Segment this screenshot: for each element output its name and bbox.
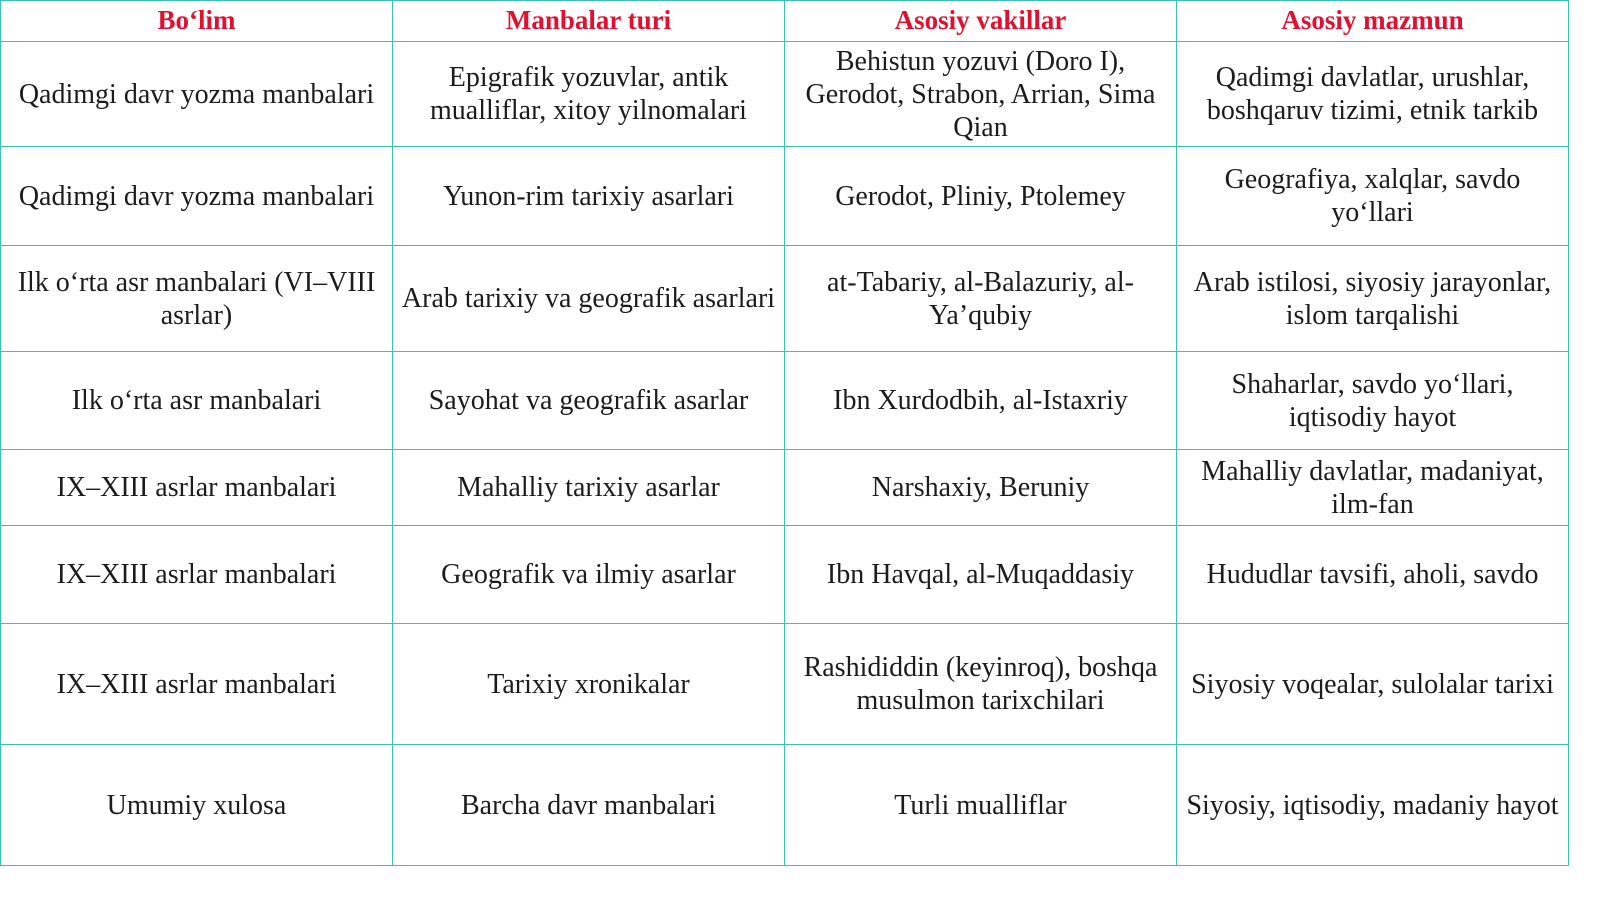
cell-section: Ilk o‘rta asr manbalari [1, 352, 393, 450]
table-row [1, 526, 1569, 624]
cell-section: Umumiy xulosa [1, 745, 393, 866]
cell-source-type: Geografik va ilmiy asarlar [393, 526, 785, 624]
table-row [1, 42, 1569, 147]
header-row [1, 1, 1569, 42]
cell-section: IX–XIII asrlar manbalari [1, 450, 393, 526]
header-source-type: Manbalar turi [393, 1, 785, 42]
cell-source-type: Mahalliy tarixiy asarlar [393, 450, 785, 526]
cell-section: Qadimgi davr yozma manbalari [1, 147, 393, 246]
cell-content: Mahalliy davlatlar, madaniyat, ilm-fan [1177, 450, 1569, 526]
header-section: Bo‘lim [1, 1, 393, 42]
cell-section: Qadimgi davr yozma manbalari [1, 42, 393, 147]
cell-content: Qadimgi davlatlar, urushlar, boshqaruv tizimi, etnik tarkib [1177, 42, 1569, 147]
cell-section: Ilk o‘rta asr manbalari (VI–VIII asrlar) [1, 246, 393, 352]
cell-representatives: Ibn Xurdodbih, al-Istaxriy [785, 352, 1177, 450]
table-row [1, 147, 1569, 246]
cell-content: Hududlar tavsifi, aholi, savdo [1177, 526, 1569, 624]
table-row [1, 352, 1569, 450]
cell-source-type: Arab tarixiy va geografik asarlari [393, 246, 785, 352]
cell-representatives: Narshaxiy, Beruniy [785, 450, 1177, 526]
cell-source-type: Tarixiy xronikalar [393, 624, 785, 745]
cell-source-type: Epigrafik yozuvlar, antik mualliflar, xitoy yilnomalari [393, 42, 785, 147]
cell-content: Siyosiy, iqtisodiy, madaniy hayot [1177, 745, 1569, 866]
cell-representatives: Turli mualliflar [785, 745, 1177, 866]
table-row [1, 246, 1569, 352]
cell-content: Arab istilosi, siyosiy jarayonlar, islom tarqalishi [1177, 246, 1569, 352]
cell-representatives: Ibn Havqal, al-Muqaddasiy [785, 526, 1177, 624]
cell-section: IX–XIII asrlar manbalari [1, 624, 393, 745]
cell-source-type: Yunon-rim tarixiy asarlari [393, 147, 785, 246]
cell-source-type: Sayohat va geografik asarlar [393, 352, 785, 450]
bottom-margin [0, 866, 1600, 899]
cell-content: Siyosiy voqealar, sulolalar tarixi [1177, 624, 1569, 745]
table-row [1, 745, 1569, 866]
cell-representatives: Rashididdin (keyinroq), boshqa musulmon tarixchilari [785, 624, 1177, 745]
table-row [1, 624, 1569, 745]
cell-section: IX–XIII asrlar manbalari [1, 526, 393, 624]
table-row [1, 450, 1569, 526]
header-main-content: Asosiy mazmun [1177, 1, 1569, 42]
cell-content: Shaharlar, savdo yo‘llari, iqtisodiy hayot [1177, 352, 1569, 450]
header-main-representatives: Asosiy vakillar [785, 1, 1177, 42]
cell-source-type: Barcha davr manbalari [393, 745, 785, 866]
cell-representatives: Behistun yozuvi (Doro I), Gerodot, Strabon, Arrian, Sima Qian [785, 42, 1177, 147]
cell-representatives: at-Tabariy, al-Balazuriy, al-Ya’qubiy [785, 246, 1177, 352]
cell-representatives: Gerodot, Pliniy, Ptolemey [785, 147, 1177, 246]
cell-content: Geografiya, xalqlar, savdo yo‘llari [1177, 147, 1569, 246]
